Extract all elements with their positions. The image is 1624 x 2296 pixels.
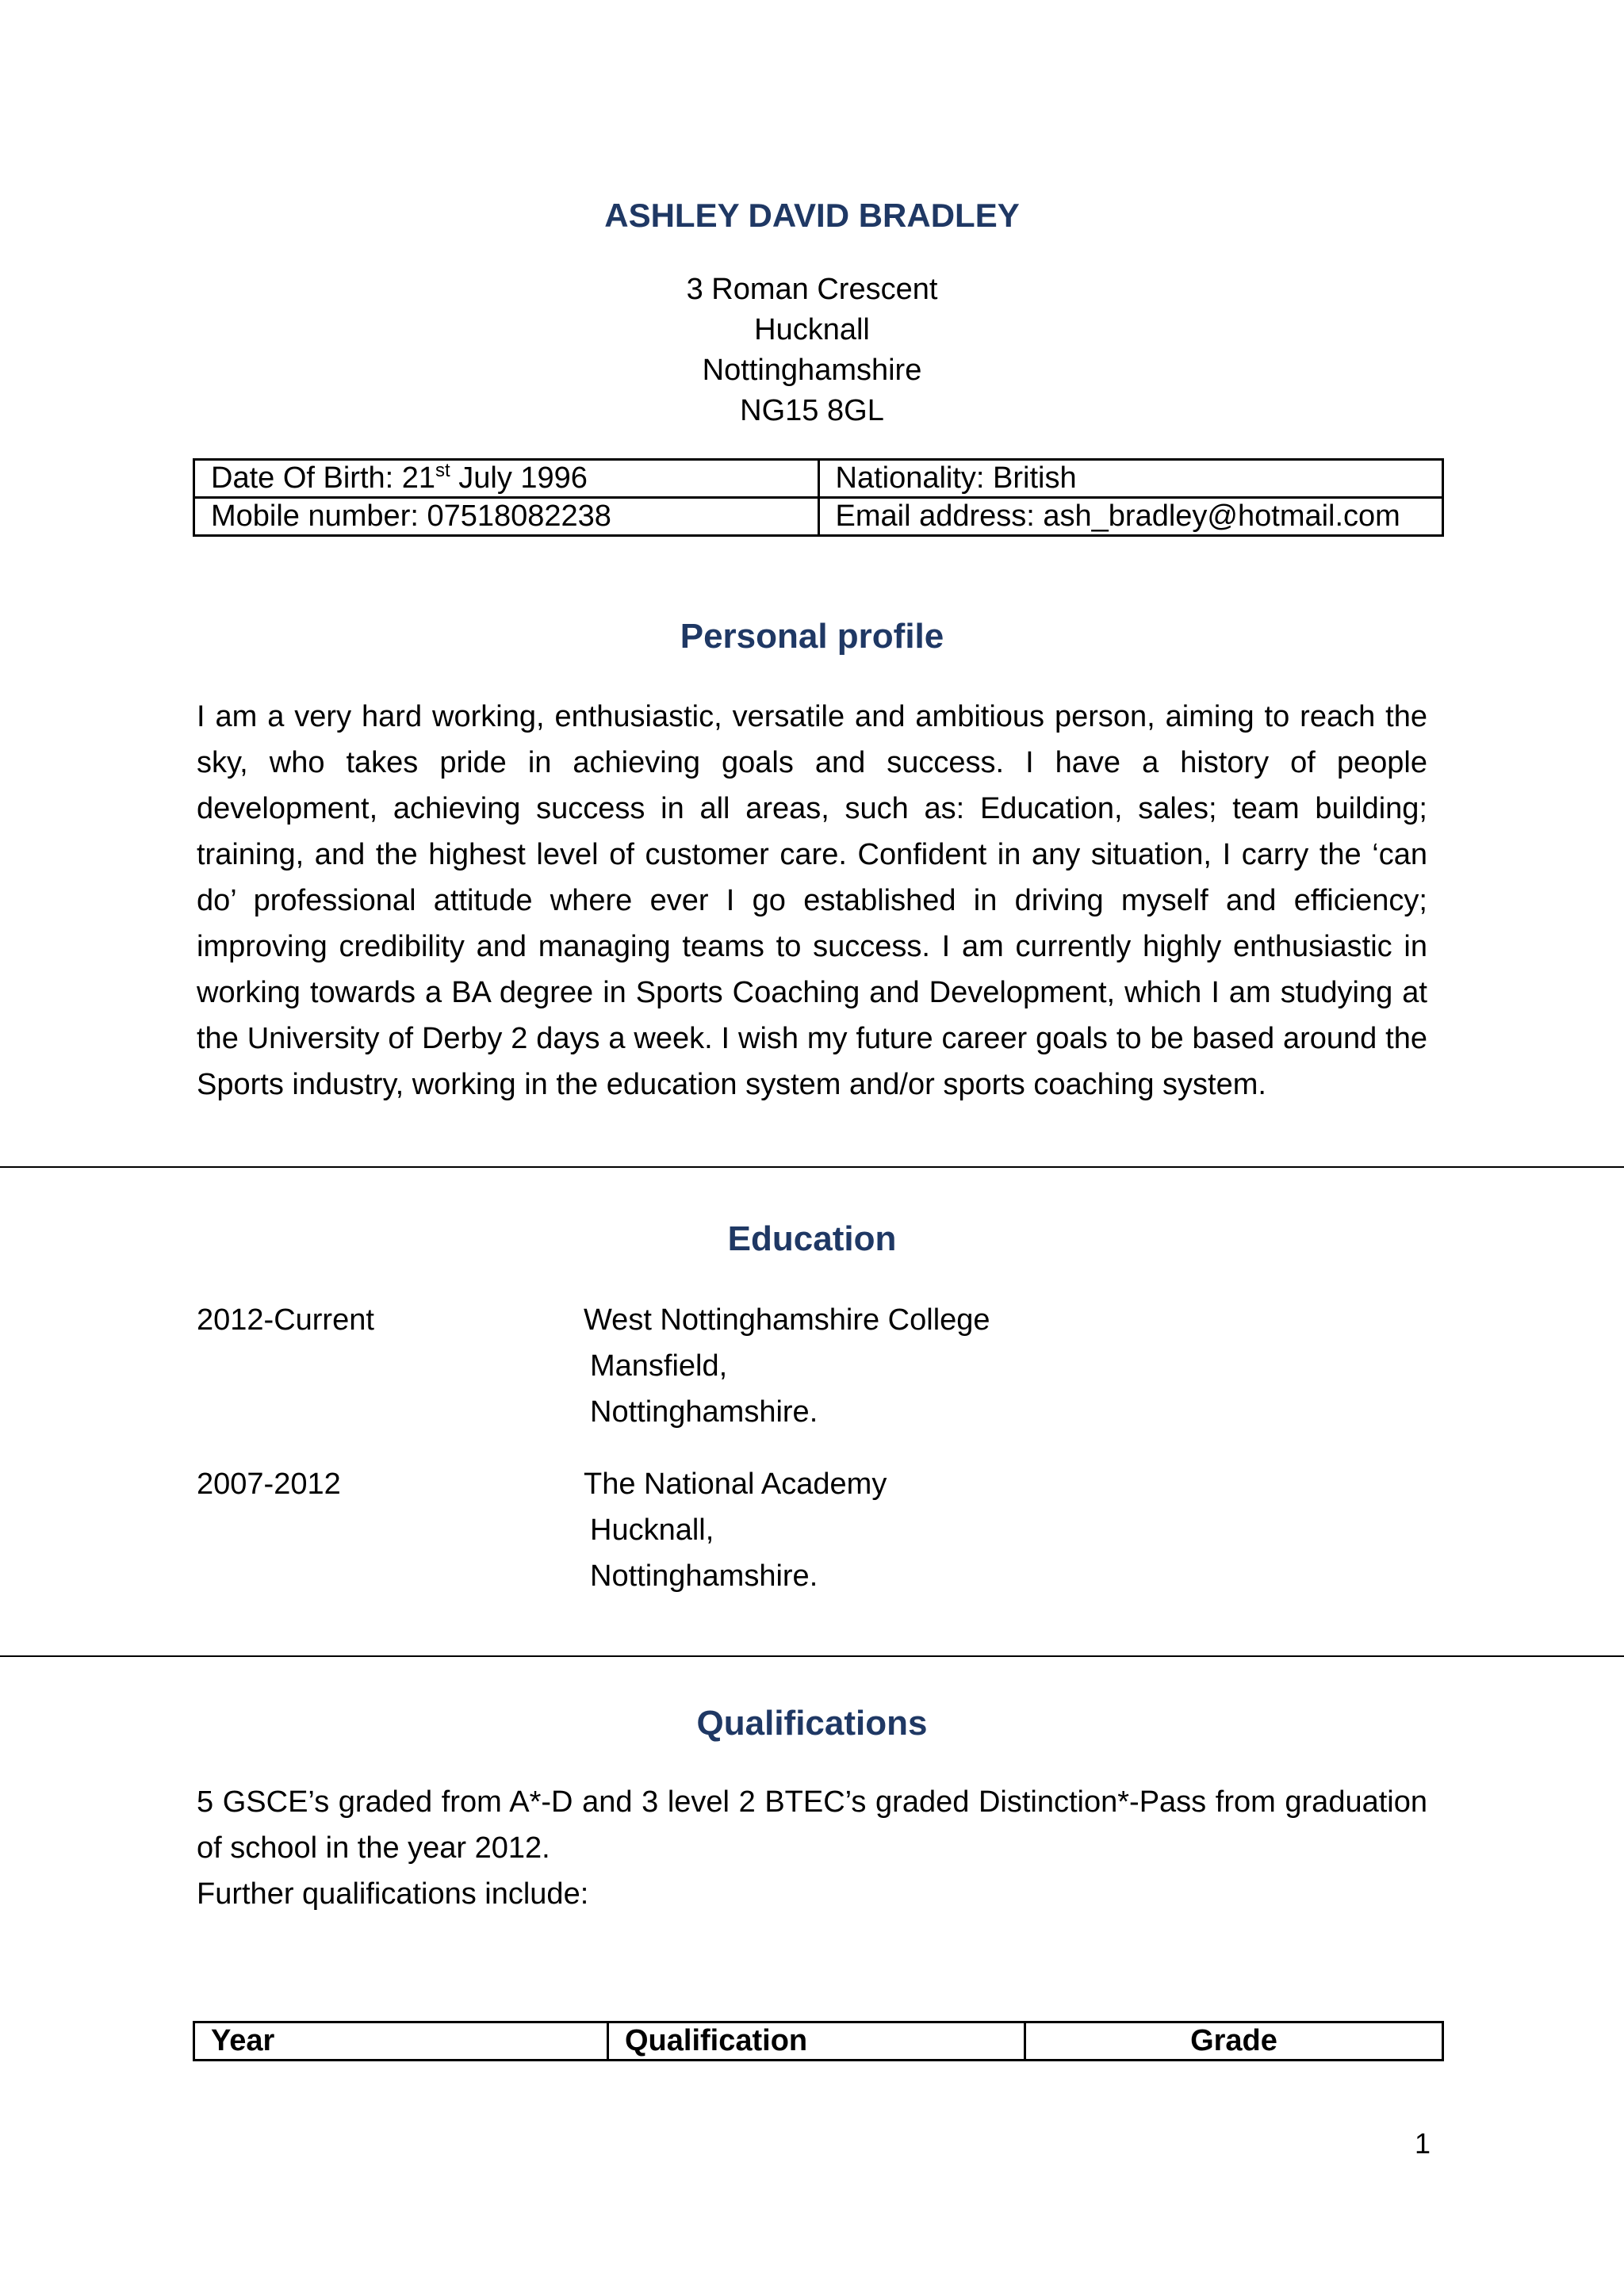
- personal-profile-heading: Personal profile: [680, 617, 944, 656]
- education-heading: Education: [727, 1219, 897, 1258]
- dob-ordinal: st: [435, 460, 450, 481]
- qualifications-table: [193, 2021, 1444, 2061]
- education-institution-block: [584, 1461, 887, 1599]
- personal-profile-text: I am a very hard working, enthusiastic, versatile and ambitious person, aiming to reach the sky, who takes pride in achieving goals and success. I have a history of people development, achieving success in all areas, such as: Education, sales; team building; training, and the highest level of customer care. Confident in any situation, I carry the ‘can do’ professional attitude where ever I go established in driving myself and efficiency; improving credibility and managing teams to success. I am currently highly enthusiastic in working towards a BA degree in Sports Coaching and Development, which I am studying at the University of Derby 2 days a week. I wish my future career goals to be based around the Sports industry, working in the education system and/or sports coaching system.: [197, 700, 1427, 1101]
- section-divider: [0, 1166, 1624, 1168]
- column-header-qualification: Qualification: [608, 2022, 1025, 2061]
- personal-details-table: [193, 458, 1444, 537]
- education-county: Nottinghamshire.: [590, 1395, 818, 1429]
- page-number: 1: [1414, 2127, 1431, 2160]
- column-header-year: Year: [194, 2022, 608, 2061]
- dob-prefix: Date Of Birth: 21: [211, 461, 436, 495]
- nationality-cell: Nationality: British: [818, 460, 1443, 498]
- qualifications-intro: Further qualifications include:: [197, 1877, 589, 1911]
- education-years: 2007-2012: [197, 1468, 341, 1501]
- date-of-birth-cell: [194, 460, 819, 498]
- education-town: Mansfield,: [590, 1349, 728, 1383]
- table-row: [194, 460, 1443, 498]
- education-institution-block: [584, 1297, 990, 1435]
- address-postcode: NG15 8GL: [740, 394, 884, 427]
- mobile-number-cell: Mobile number: 07518082238: [194, 498, 819, 536]
- qualifications-summary: 5 GSCE’s graded from A*-D and 3 level 2 BTEC’s graded Distinction*-Pass from graduation of school in the year 2012.: [197, 1785, 1427, 1865]
- education-institution: The National Academy: [584, 1468, 887, 1501]
- dob-suffix: July 1996: [450, 461, 588, 495]
- education-years: 2012-Current: [197, 1303, 374, 1337]
- address-town: Hucknall: [754, 313, 870, 346]
- education-county: Nottinghamshire.: [590, 1559, 818, 1593]
- address-block: [0, 270, 1624, 431]
- qualifications-heading: Qualifications: [696, 1704, 928, 1743]
- candidate-name: ASHLEY DAVID BRADLEY: [604, 197, 1020, 234]
- table-header-row: [194, 2022, 1443, 2061]
- education-institution: West Nottinghamshire College: [584, 1303, 990, 1337]
- education-town: Hucknall,: [590, 1513, 714, 1547]
- address-county: Nottinghamshire: [702, 354, 922, 387]
- section-divider: [0, 1655, 1624, 1657]
- address-street: 3 Roman Crescent: [686, 273, 938, 306]
- table-row: [194, 498, 1443, 536]
- email-address-cell: Email address: ash_bradley@hotmail.com: [818, 498, 1443, 536]
- column-header-grade: Grade: [1025, 2022, 1443, 2061]
